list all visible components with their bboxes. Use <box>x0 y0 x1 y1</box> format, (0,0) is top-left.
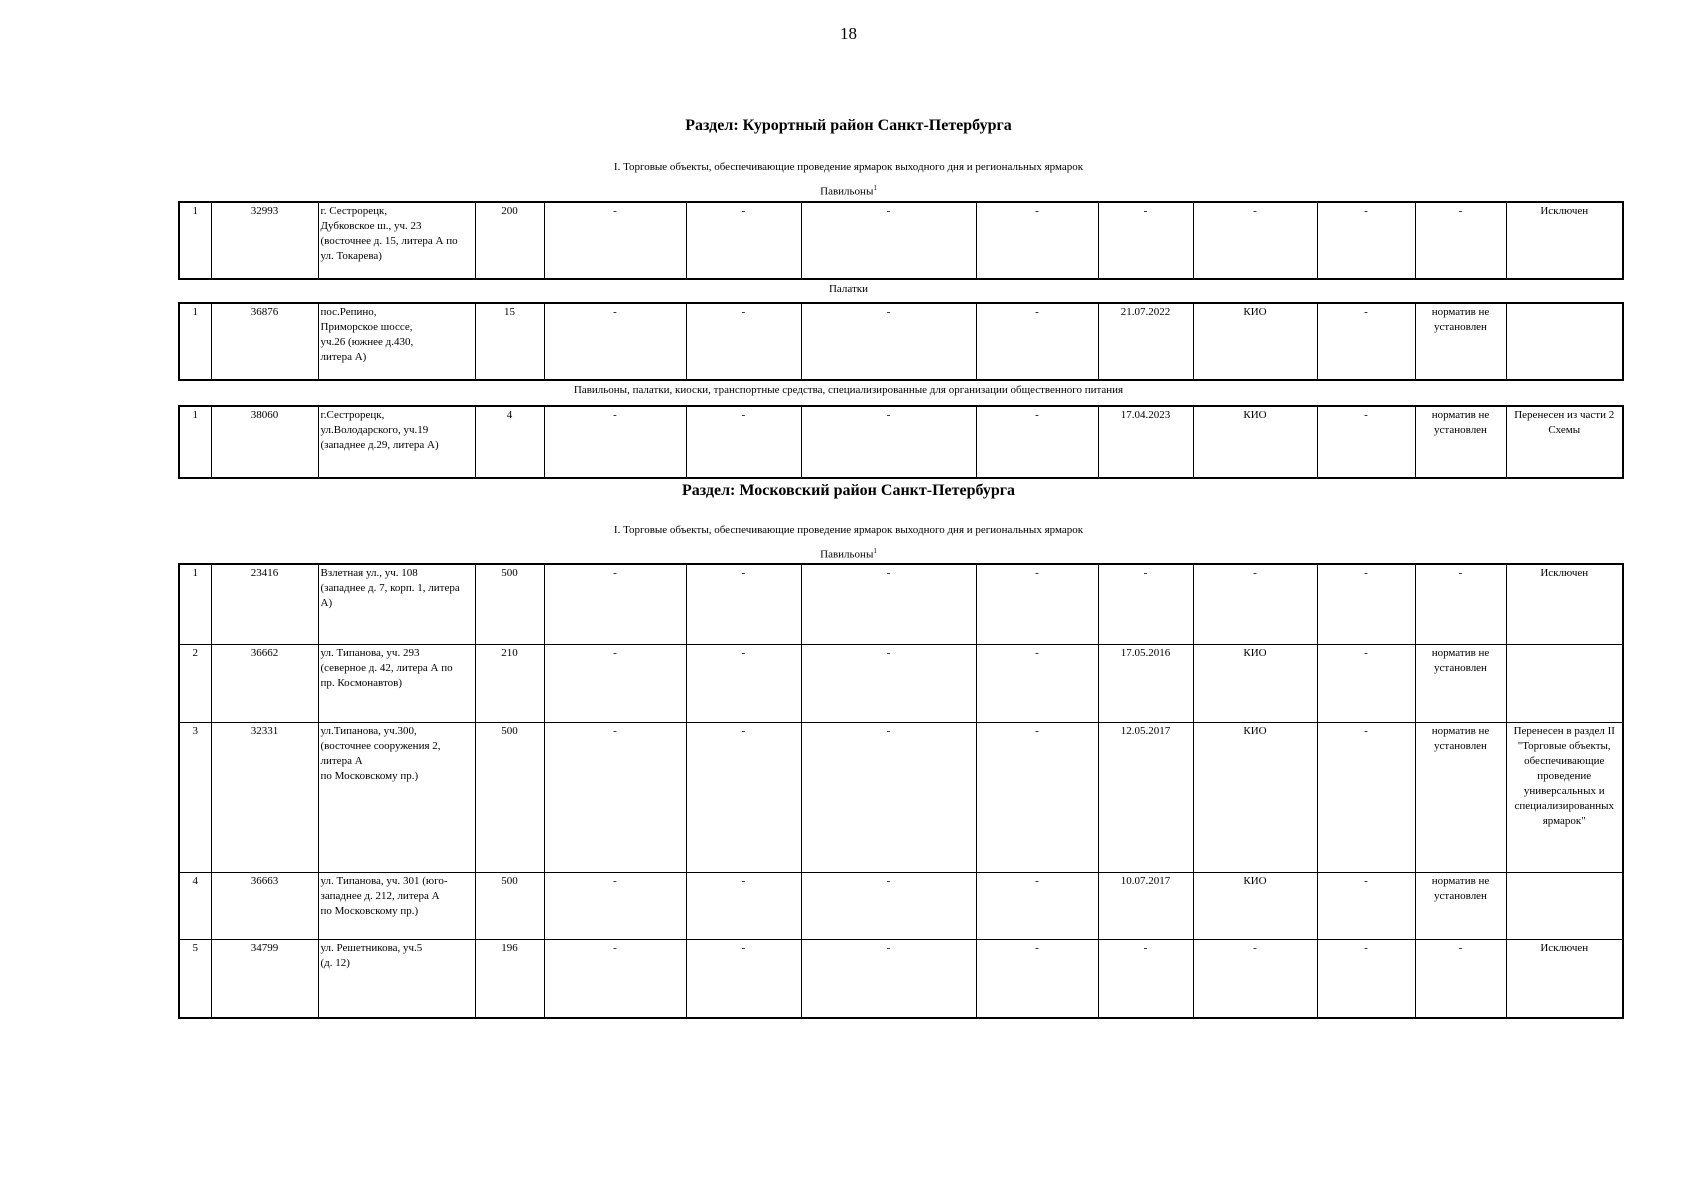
objects-table <box>178 563 1624 1019</box>
cell-org: КИО <box>1193 872 1317 939</box>
cell-c5: - <box>544 939 686 1018</box>
cell-date: 21.07.2022 <box>1098 303 1193 380</box>
cell-c8: - <box>976 202 1098 279</box>
cell-c11: - <box>1317 303 1415 380</box>
cell-c5: - <box>544 644 686 722</box>
cell-id: 34799 <box>211 939 318 1018</box>
cell-status: норматив не установлен <box>1415 406 1506 478</box>
category-label: Павильоны$^1$ <box>820 184 877 198</box>
category-label: Павильоны, палатки, киоски, транспортные средства, специализированные для организации общественного питания <box>573 384 1124 396</box>
cell-c5: - <box>544 303 686 380</box>
cell-area: 200 <box>475 202 544 279</box>
cell-area: 196 <box>475 939 544 1018</box>
cell-c8: - <box>976 303 1098 380</box>
cell-note <box>1506 872 1623 939</box>
cell-c7: - <box>801 722 976 872</box>
cell-c6: - <box>686 564 801 644</box>
cell-num: 1 <box>179 564 211 644</box>
cell-c8: - <box>976 644 1098 722</box>
cell-note <box>1506 644 1623 722</box>
cell-c8: - <box>976 939 1098 1018</box>
cell-org: - <box>1193 202 1317 279</box>
cell-c6: - <box>686 303 801 380</box>
cell-num: 1 <box>179 406 211 478</box>
cell-status: - <box>1415 564 1506 644</box>
cell-date: 17.04.2023 <box>1098 406 1193 478</box>
table-row <box>179 564 1623 644</box>
cell-num: 5 <box>179 939 211 1018</box>
cell-c8: - <box>976 872 1098 939</box>
category-label: Палатки <box>828 283 869 295</box>
cell-note: Перенесен в раздел II "Торговые объекты, обеспечивающие проведение универсальных и специализированных ярмарок" <box>1506 722 1623 872</box>
cell-note: Перенесен из части 2 Схемы <box>1506 406 1623 478</box>
section-subtitle: I. Торговые объекты, обеспечивающие проведение ярмарок выходного дня и региональных ярмарок <box>613 161 1084 173</box>
cell-c8: - <box>976 722 1098 872</box>
cell-org: - <box>1193 939 1317 1018</box>
cell-c7: - <box>801 202 976 279</box>
cell-org: КИО <box>1193 406 1317 478</box>
section-title-moskovsky: Раздел: Московский район Санкт-Петербурга <box>681 482 1016 499</box>
cell-c6: - <box>686 202 801 279</box>
cell-note: Исключен <box>1506 939 1623 1018</box>
cell-area: 500 <box>475 722 544 872</box>
table-row <box>179 406 1623 478</box>
cell-status: норматив не установлен <box>1415 303 1506 380</box>
section-subtitle: I. Торговые объекты, обеспечивающие проведение ярмарок выходного дня и региональных ярмарок <box>613 524 1084 536</box>
cell-c7: - <box>801 406 976 478</box>
cell-c6: - <box>686 872 801 939</box>
cell-c5: - <box>544 406 686 478</box>
cell-id: 36663 <box>211 872 318 939</box>
cell-c7: - <box>801 939 976 1018</box>
cell-c11: - <box>1317 564 1415 644</box>
cell-area: 500 <box>475 564 544 644</box>
cell-address: ул. Типанова, уч. 293 (северное д. 42, литера А по пр. Космонавтов) <box>318 644 475 722</box>
cell-address: ул. Решетникова, уч.5 (д. 12) <box>318 939 475 1018</box>
table-row <box>179 872 1623 939</box>
cell-address: г.Сестрорецк, ул.Володарского, уч.19 (западнее д.29, литера А) <box>318 406 475 478</box>
cell-c5: - <box>544 202 686 279</box>
cell-c11: - <box>1317 202 1415 279</box>
cell-address: пос.Репино, Приморское шоссе, уч.26 (южнее д.430, литера А) <box>318 303 475 380</box>
category-label: Павильоны$^1$ <box>820 547 877 561</box>
cell-status: - <box>1415 202 1506 279</box>
cell-status: норматив не установлен <box>1415 722 1506 872</box>
cell-c7: - <box>801 564 976 644</box>
table-row <box>179 202 1623 279</box>
cell-note: Исключен <box>1506 564 1623 644</box>
objects-table <box>178 201 1624 280</box>
cell-c6: - <box>686 722 801 872</box>
cell-date: 12.05.2017 <box>1098 722 1193 872</box>
cell-org: КИО <box>1193 722 1317 872</box>
cell-date: - <box>1098 564 1193 644</box>
cell-status: норматив не установлен <box>1415 644 1506 722</box>
cell-note <box>1506 303 1623 380</box>
cell-num: 1 <box>179 202 211 279</box>
cell-id: 38060 <box>211 406 318 478</box>
cell-c11: - <box>1317 722 1415 872</box>
cell-address: ул.Типанова, уч.300, (восточнее сооружения 2, литера А по Московскому пр.) <box>318 722 475 872</box>
objects-table <box>178 405 1624 479</box>
cell-date: - <box>1098 939 1193 1018</box>
table-row <box>179 303 1623 380</box>
cell-num: 1 <box>179 303 211 380</box>
cell-c7: - <box>801 303 976 380</box>
cell-num: 4 <box>179 872 211 939</box>
cell-c5: - <box>544 872 686 939</box>
cell-id: 32331 <box>211 722 318 872</box>
objects-table <box>178 302 1624 381</box>
cell-org: КИО <box>1193 644 1317 722</box>
cell-c5: - <box>544 564 686 644</box>
cell-status: - <box>1415 939 1506 1018</box>
cell-c11: - <box>1317 872 1415 939</box>
cell-status: норматив не установлен <box>1415 872 1506 939</box>
cell-c6: - <box>686 644 801 722</box>
cell-area: 15 <box>475 303 544 380</box>
cell-area: 210 <box>475 644 544 722</box>
cell-c11: - <box>1317 939 1415 1018</box>
cell-address: г. Сестрорецк, Дубковское ш., уч. 23 (восточнее д. 15, литера А по ул. Токарева) <box>318 202 475 279</box>
cell-org: КИО <box>1193 303 1317 380</box>
section-title-kurortny: Раздел: Курортный район Санкт-Петербурга <box>685 117 1012 134</box>
cell-num: 2 <box>179 644 211 722</box>
cell-address: ул. Типанова, уч. 301 (юго- западнее д. 212, литера А по Московскому пр.) <box>318 872 475 939</box>
cell-date: 10.07.2017 <box>1098 872 1193 939</box>
cell-c6: - <box>686 939 801 1018</box>
cell-c7: - <box>801 644 976 722</box>
cell-note: Исключен <box>1506 202 1623 279</box>
cell-address: Взлетная ул., уч. 108 (западнее д. 7, корп. 1, литера А) <box>318 564 475 644</box>
cell-id: 23416 <box>211 564 318 644</box>
table-row <box>179 722 1623 872</box>
cell-c11: - <box>1317 644 1415 722</box>
cell-num: 3 <box>179 722 211 872</box>
cell-date: 17.05.2016 <box>1098 644 1193 722</box>
cell-id: 32993 <box>211 202 318 279</box>
cell-org: - <box>1193 564 1317 644</box>
cell-c8: - <box>976 564 1098 644</box>
cell-c11: - <box>1317 406 1415 478</box>
cell-c5: - <box>544 722 686 872</box>
cell-c8: - <box>976 406 1098 478</box>
cell-area: 4 <box>475 406 544 478</box>
cell-date: - <box>1098 202 1193 279</box>
cell-id: 36662 <box>211 644 318 722</box>
table-row <box>179 939 1623 1018</box>
cell-id: 36876 <box>211 303 318 380</box>
page-number: 18 <box>840 24 857 43</box>
table-row <box>179 644 1623 722</box>
cell-c7: - <box>801 872 976 939</box>
cell-area: 500 <box>475 872 544 939</box>
cell-c6: - <box>686 406 801 478</box>
